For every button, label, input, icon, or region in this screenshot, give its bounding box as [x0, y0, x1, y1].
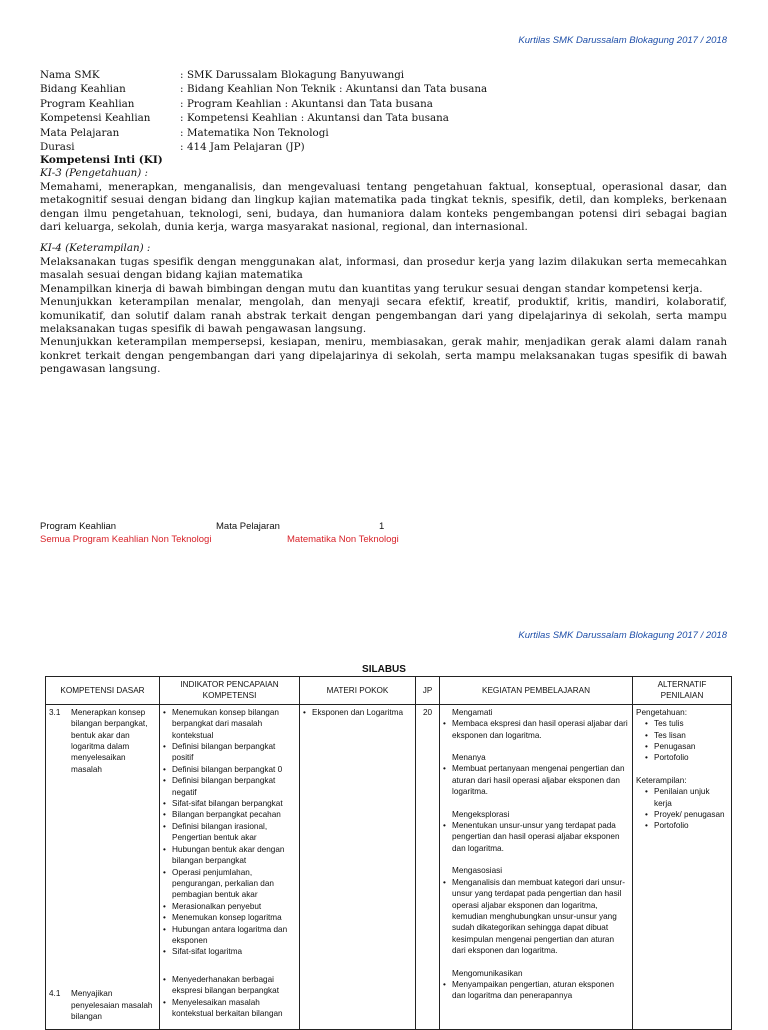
list-item: • Tes tulis [654, 718, 728, 729]
jp-cell: 20 [416, 704, 440, 1029]
info-key: Mata Pelajaran [40, 126, 120, 139]
ki-heading: Kompetensi Inti (KI) [40, 154, 163, 166]
kegiatan-section [443, 809, 629, 855]
list-item: • Hubungan bentuk akar dengan bilangan berpangkat [172, 844, 296, 867]
info-row: Mata Pelajaran : Matematika Non Teknologi [40, 126, 329, 139]
col-header: KEGIATAN PEMBELAJARAN [440, 677, 633, 705]
ki4-text [40, 256, 727, 377]
kegiatan-title: Mengeksplorasi [452, 809, 510, 819]
kegiatan-title: Mengamati [452, 707, 493, 717]
penilaian-cell [633, 704, 732, 1029]
col-header: KOMPETENSI DASAR [46, 677, 160, 705]
kegiatan-title: Mengasosiasi [452, 866, 503, 876]
col-header: ALTERNATIF PENILAIAN [633, 677, 732, 705]
list-item: • Operasi penjumlahan, pengurangan, perkalian dan pembagian bentuk akar [172, 867, 296, 901]
list-item: • Definisi bilangan berpangkat 0 [172, 764, 296, 775]
info-key: Nama SMK [40, 69, 100, 81]
page-header: Kurtilas SMK Darussalam Blokagung 2017 / 2018 [518, 35, 727, 46]
list-item: • Menyederhanakan berbagai ekspresi bilangan berpangkat [172, 974, 296, 997]
identity-block [40, 68, 730, 154]
list-item: • Menentukan unsur-unsur yang terdapat pada pengertian dan hasil operasi aljabar eksponen dan logaritma. [452, 820, 629, 854]
table-header-row [46, 677, 732, 705]
kd-cell [46, 704, 160, 1029]
list-item: • Menemukan konsep bilangan berpangkat dari masalah kontekstual [172, 707, 296, 741]
ki3-label: KI-3 (Pengetahuan) : [40, 167, 149, 179]
ki3-text: Memahami, menerapkan, menganalisis, dan mengevaluasi tentang pengetahuan faktual, konseptual, operasional dasar, dan metakognitif sesuai dengan bidang dan lingkup kajian matematika pada tingkat teknis, spesifik, detil, dan kompleks, berkenaan dengan ilmu pengetahuan, teknologi, seni, budaya, dan humaniora dalam konteks pengembangan potensi diri sebagai bagian dari keluarga, sekolah, dunia kerja, warga masyarakat nasional, regional, dan internasional. [40, 181, 727, 234]
footer-program-label: Program Keahlian [40, 521, 117, 532]
info-key: Kompetensi Keahlian [40, 112, 151, 125]
list-item: • Menemukan konsep logaritma [172, 912, 296, 923]
info-value: Bidang Keahlian Non Teknik : Akuntansi dan Tata busana [187, 83, 488, 96]
list-item: • Definisi bilangan irasional, Pengertian bentuk akar [172, 821, 296, 844]
penilaian-keterampilan-title: Keterampilan: [636, 775, 687, 785]
col-header: MATERI POKOK [300, 677, 416, 705]
indikator-cell [160, 704, 300, 1029]
list-item: • Penilaian unjuk kerja [654, 786, 728, 809]
list-item: • Membuat pertanyaan mengenai pengertian dan aturan dari hasil operasi aljabar eksponen dan logaritma. [452, 763, 629, 797]
list-item: • Menganalisis dan membuat kategori dari unsur-unsur yang terdapat pada pengertian dan hasil operasi aljabar eksponen dan logaritma, kemudian menghubungkan unsur-unsur yang sudah dikategorikan sehingga dapat dibuat kesimpulan mengenai pengertian dan aturan dari eksponen dan logaritma. [452, 877, 629, 957]
list-item: • Menyampaikan pengertian, aturan eksponen dan logaritma dan penerapannya [452, 979, 629, 1002]
kd-item: 4.1 Menyajikan penyelesaian masalah bilangan [49, 989, 153, 1022]
page-number: 1 [379, 521, 385, 532]
silabus-table [45, 676, 732, 1030]
materi-cell [300, 704, 416, 1029]
ki4-paragraph: Menunjukkan keterampilan mempersepsi, kesiapan, meniru, membiasakan, gerak mahir, menjadikan gerak alami dalam ranah konkret terkait dengan pengembangan dari yang dipelajarinya di sekolah, serta mampu melaksanakan tugas spesifik di bawah pengawasan langsung. [40, 336, 727, 376]
materi-list [303, 707, 412, 718]
list-item: • Hubungan antara logaritma dan eksponen [172, 924, 296, 947]
indikator-list [163, 974, 296, 1020]
ki4-paragraph: Melaksanakan tugas spesifik dengan menggunakan alat, informasi, dan prosedur kerja yang lazim dilakukan serta memecahkan masalah sesuai dengan bidang kajian matematika [40, 256, 727, 282]
ki4-paragraph: Menunjukkan keterampilan menalar, mengolah, dan menyaji secara efektif, kreatif, produktif, kritis, mandiri, kolaboratif, komunikatif, dan solutif dalam ranah abstrak terkait dengan pengembangan dari yang dipelajarinya di sekolah, serta mampu melaksanakan tugas spesifik di bawah pengawasan langsung. [40, 296, 727, 336]
list-item: • Membaca ekspresi dan hasil operasi aljabar dari eksponen dan logaritma. [452, 718, 629, 741]
kegiatan-section [443, 752, 629, 798]
list-item: • Portofolio [654, 820, 728, 831]
kd-item: 3.1 Menerapkan konsep bilangan berpangkat, bentuk akar dan logaritma dalam menyelesaikan masalah [49, 707, 148, 774]
info-key: Bidang Keahlian [40, 83, 126, 96]
kegiatan-cell [440, 704, 633, 1029]
info-value: Kompetensi Keahlian : Akuntansi dan Tata busana [187, 112, 449, 125]
info-row: Nama SMK : SMK Darussalam Blokagung Banyuwangi [40, 69, 405, 81]
info-row: Program Keahlian : Program Keahlian : Akuntansi dan Tata busana [40, 97, 433, 110]
table-row [46, 704, 732, 1029]
list-item: • Tes lisan [654, 730, 728, 741]
col-header: INDIKATOR PENCAPAIAN KOMPETENSI [160, 677, 300, 705]
kegiatan-section [443, 968, 629, 1002]
list-item: • Definisi bilangan berpangkat negatif [172, 775, 296, 798]
ki4-label: KI-4 (Keterampilan) : [40, 242, 151, 254]
info-key: Durasi [40, 141, 75, 154]
info-value: 414 Jam Pelajaran (JP) [187, 141, 305, 154]
list-item: • Sifat-sifat bilangan berpangkat [172, 798, 296, 809]
info-value: Matematika Non Teknologi [187, 126, 329, 139]
page-header: Kurtilas SMK Darussalam Blokagung 2017 / 2018 [518, 630, 727, 641]
list-item: • Eksponen dan Logaritma [312, 707, 412, 718]
info-key: Program Keahlian [40, 97, 135, 110]
kegiatan-title: Menanya [452, 753, 486, 763]
list-item: • Merasionalkan penyebut [172, 901, 296, 912]
list-item: • Menyelesaikan masalah kontekstual berkaitan bilangan [172, 997, 296, 1020]
list-item: • Proyek/ penugasan [654, 809, 728, 820]
list-item: • Portofolio [654, 752, 728, 763]
footer-mapel-label: Mata Pelajaran [216, 521, 280, 532]
ki4-paragraph: Menampilkan kinerja di bawah bimbingan dengan mutu dan kuantitas yang terukur sesuai dengan standar kompetensi kerja. [40, 282, 703, 295]
kegiatan-section [443, 707, 629, 741]
footer-mapel-value: Matematika Non Teknologi [287, 534, 399, 545]
info-row: Bidang Keahlian : Bidang Keahlian Non Teknik : Akuntansi dan Tata busana [40, 83, 488, 96]
penilaian-list [636, 786, 728, 832]
kegiatan-title: Mengomunikasikan [452, 968, 523, 978]
penilaian-pengetahuan-title: Pengetahuan: [636, 707, 687, 717]
info-row: Durasi : 414 Jam Pelajaran (JP) [40, 141, 305, 154]
penilaian-list [636, 718, 728, 764]
footer-program-value: Semua Program Keahlian Non Teknologi [40, 534, 212, 545]
kegiatan-section [443, 865, 629, 956]
info-value: SMK Darussalam Blokagung Banyuwangi [187, 69, 405, 81]
list-item: • Sifat-sifat logaritma [172, 946, 296, 957]
info-row: Kompetensi Keahlian : Kompetensi Keahlian : Akuntansi dan Tata busana [40, 112, 449, 125]
silabus-title: SILABUS [362, 664, 406, 675]
list-item: • Bilangan berpangkat pecahan [172, 809, 296, 820]
list-item: • Definisi bilangan berpangkat positif [172, 741, 296, 764]
list-item: • Penugasan [654, 741, 728, 752]
col-header: JP [416, 677, 440, 705]
indikator-list [163, 707, 296, 958]
info-value: Program Keahlian : Akuntansi dan Tata busana [187, 97, 433, 110]
